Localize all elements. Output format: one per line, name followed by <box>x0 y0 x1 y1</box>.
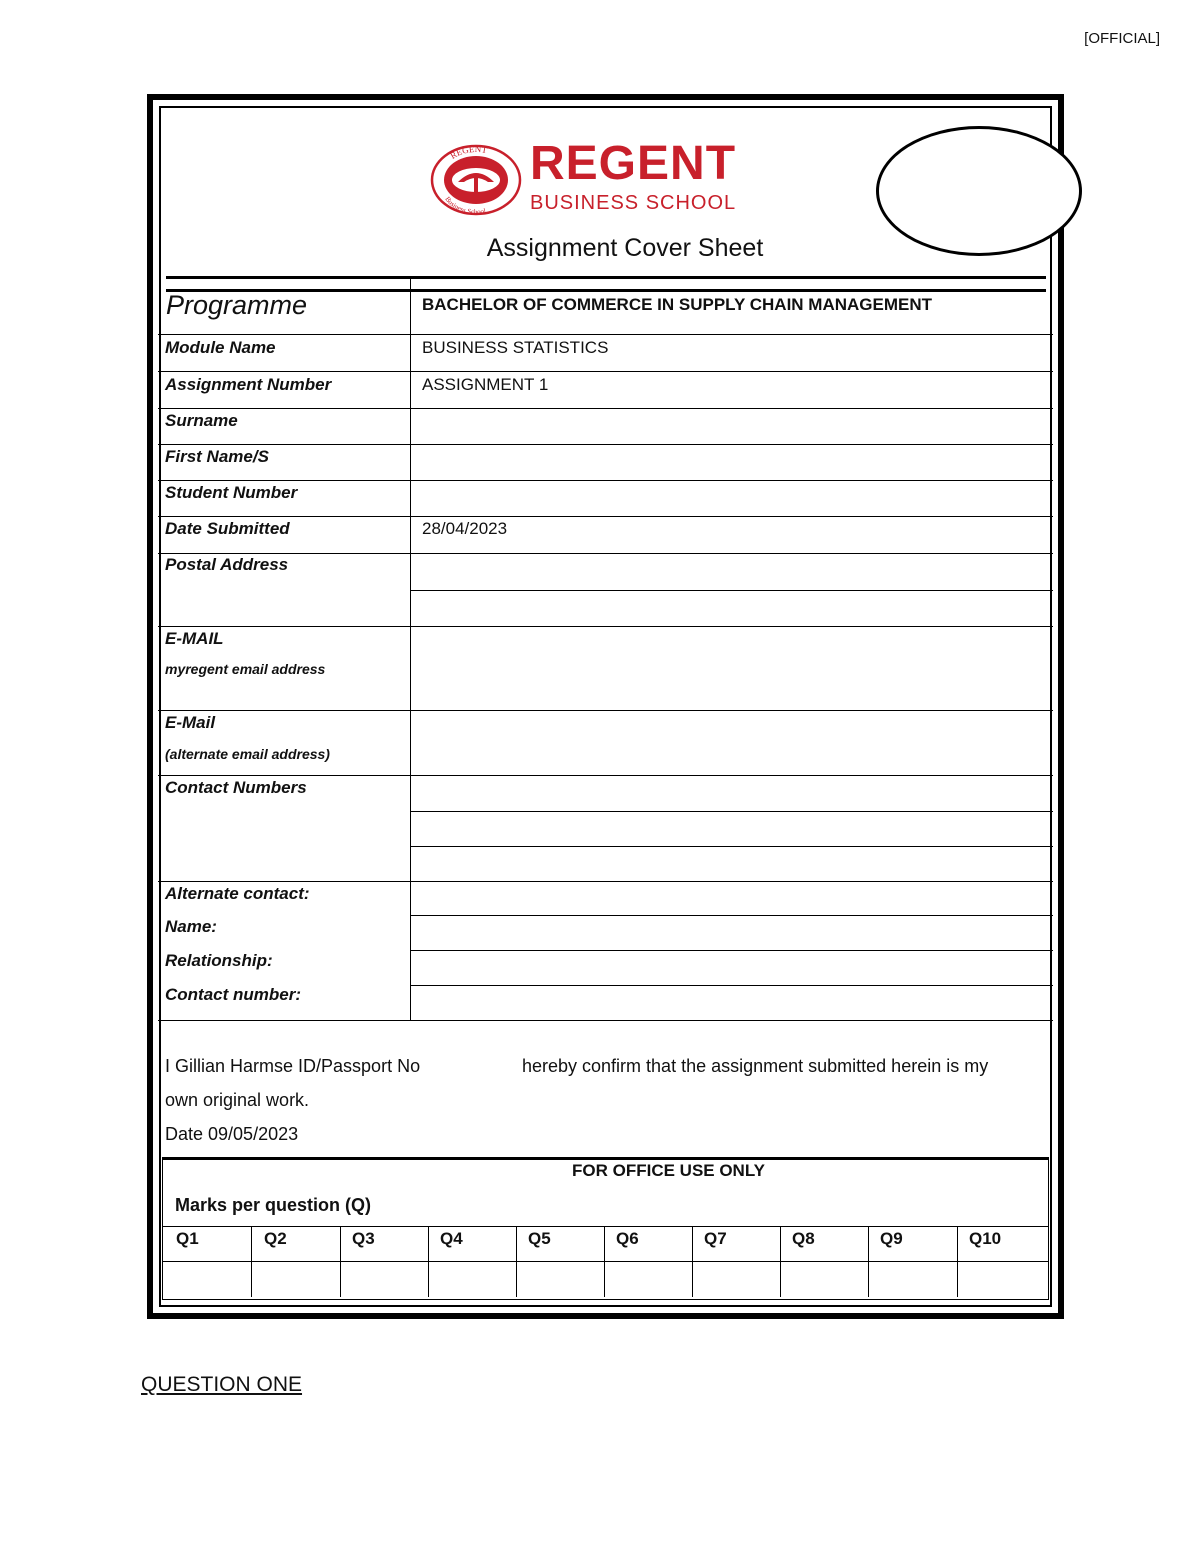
logo-ring-bottom: Business School <box>443 195 487 216</box>
question-header: Q3 <box>352 1229 375 1248</box>
question-header: Q4 <box>440 1229 463 1248</box>
assignment-value[interactable]: ASSIGNMENT 1 <box>422 375 549 394</box>
question-header: Q5 <box>528 1229 551 1248</box>
declaration-date: Date 09/05/2023 <box>165 1124 299 1144</box>
classification-label: [OFFICIAL] <box>1084 30 1160 47</box>
page-title: Assignment Cover Sheet <box>486 234 764 262</box>
programme-label: Programme <box>166 290 308 320</box>
question-header: Q2 <box>264 1229 287 1248</box>
first-name-label: First Name/S <box>165 447 269 466</box>
marks-per-question-label: Marks per question (Q) <box>175 1195 372 1215</box>
alt-contact-label: Alternate contact: <box>165 884 310 903</box>
alt-contact-number-label: Contact number: <box>165 985 301 1004</box>
question-header: Q8 <box>792 1229 815 1248</box>
logo-brand: REGENT <box>530 137 737 190</box>
question-header: Q9 <box>880 1229 903 1248</box>
alt-relationship-label: Relationship: <box>165 951 273 970</box>
module-label: Module Name <box>165 338 276 357</box>
date-submitted-value[interactable]: 28/04/2023 <box>422 519 508 538</box>
declaration-line-1b: hereby confirm that the assignment submitted herein is my <box>522 1056 989 1076</box>
programme-value[interactable]: BACHELOR OF COMMERCE IN SUPPLY CHAIN MANAGEMENT <box>422 295 933 314</box>
logo-subtitle: BUSINESS SCHOOL <box>530 192 737 214</box>
contact-numbers-label: Contact Numbers <box>165 778 307 797</box>
declaration-line-1a: I Gillian Harmse ID/Passport No <box>165 1056 421 1076</box>
declaration-line-2: own original work. <box>165 1090 310 1110</box>
assignment-label: Assignment Number <box>165 375 332 394</box>
date-submitted-label: Date Submitted <box>165 519 290 538</box>
regent-logo-icon <box>430 144 522 216</box>
email-sublabel: myregent email address <box>165 661 326 677</box>
question-header: Q10 <box>969 1229 1002 1248</box>
alt-email-label: E-Mail <box>165 713 216 732</box>
postal-address-label: Postal Address <box>165 555 289 574</box>
question-header: Q1 <box>176 1229 199 1248</box>
alt-name-label: Name: <box>165 917 217 936</box>
module-value[interactable]: BUSINESS STATISTICS <box>422 338 609 357</box>
logo-ring-top: REGENT <box>448 144 488 161</box>
student-number-label: Student Number <box>165 483 298 502</box>
email-label: E-MAIL <box>165 629 224 648</box>
alt-email-sublabel: (alternate email address) <box>165 746 330 762</box>
question-header: Q6 <box>616 1229 639 1248</box>
column-divider <box>410 279 411 1021</box>
surname-label: Surname <box>165 411 238 430</box>
office-use-title: FOR OFFICE USE ONLY <box>572 1161 766 1180</box>
question-heading: QUESTION ONE <box>141 1373 303 1396</box>
question-header: Q7 <box>704 1229 727 1248</box>
